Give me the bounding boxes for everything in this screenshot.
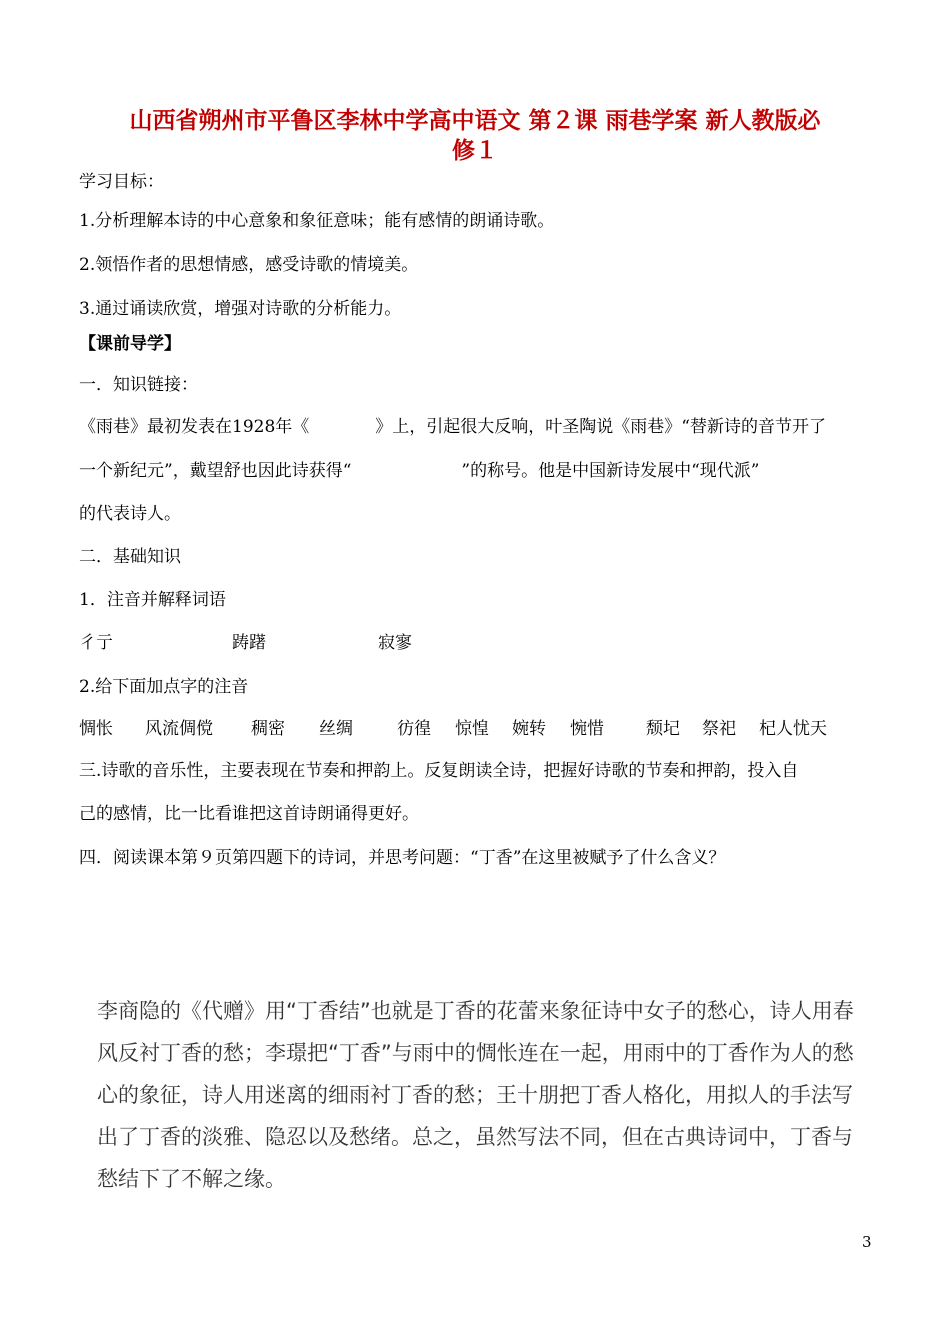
q2-char: 惋惜 [570,719,604,739]
page-number: 3 [862,1233,872,1251]
objective-2: 2.领悟作者的思想情感，感受诗歌的情境美。 [79,255,419,275]
title-line-2: 修１ [452,137,498,164]
section1-text-a: 《雨巷》最初发表在1928年《 [79,417,310,437]
title-line-1: 山西省朔州市平鲁区李林中学高中语文 第２课 雨巷学案 新人教版必 [129,107,821,134]
answer-line: 李商隐的《代赠》用“丁香结”也就是丁香的花蕾来象征诗中女子的愁心，诗人用春 [97,999,854,1023]
section1-text-d: ”的称号。他是中国新诗发展中“现代派” [461,461,760,481]
q2-char: 稠密 [251,719,285,739]
section3-line-2: 己的感情，比一比看谁把这首诗朗诵得更好。 [79,804,419,824]
answer-block [97,990,897,1200]
answer-line: 出了丁香的淡雅、隐忍以及愁绪。总之，虽然写法不同，但在古典诗词中，丁香与 [97,1125,853,1149]
answer-line: 心的象征，诗人用迷离的细雨衬丁香的愁；王十朋把丁香人格化，用拟人的手法写 [97,1083,853,1107]
section1-line-3: 的代表诗人。 [79,504,181,524]
q2-char: 风流倜傥 [145,719,213,739]
q2-char: 婉转 [512,719,546,739]
section1-text-c: 一个新纪元”，戴望舒也因此诗获得“ [79,461,352,481]
q1-word: 踌躇 [232,633,266,653]
answer-line: 风反衬丁香的愁；李璟把“丁香”与雨中的惆怅连在一起，用雨中的丁香作为人的愁 [97,1041,854,1065]
section3-line-1: 三.诗歌的音乐性，主要表现在节奏和押韵上。反复朗读全诗，把握好诗歌的节奏和押韵，投入自 [79,761,799,781]
q2-chars [79,714,879,739]
q2-char: 杞人忧天 [759,719,827,739]
pre-study-heading: 【课前导学】 [79,334,181,354]
q2-char: 丝绸 [319,719,353,739]
q1-word: 寂寥 [378,633,412,653]
objectives-heading: 学习目标： [79,172,164,192]
objective-1: 1.分析理解本诗的中心意象和象征意味；能有感情的朗诵诗歌。 [79,211,555,231]
document-title [60,106,890,166]
q2-label: 2.给下面加点字的注音 [79,677,249,697]
answer-line: 愁结下了不解之缘。 [97,1167,286,1191]
section1-line-1 [79,412,879,437]
section1-text-b: 》上，引起很大反响，叶圣陶说《雨巷》“替新诗的音节开了 [375,417,826,437]
objective-3: 3.通过诵读欣赏，增强对诗歌的分析能力。 [79,299,402,319]
q2-char: 惊惶 [455,719,489,739]
section1-line-2 [79,456,879,481]
q2-char: 颓圮 [646,719,680,739]
q2-char: 彷徨 [397,719,431,739]
q2-char: 祭祀 [702,719,736,739]
q1-words [79,628,879,653]
section2-heading: 二．基础知识 [79,547,181,567]
q1-label: 1．注音并解释词语 [79,590,226,610]
q2-char: 惆怅 [79,719,113,739]
q1-word: 彳亍 [79,633,113,653]
section4-text: 四．阅读课本第９页第四题下的诗词，并思考问题：“丁香”在这里被赋予了什么含义？ [79,848,726,868]
section1-heading: 一．知识链接： [79,375,198,395]
